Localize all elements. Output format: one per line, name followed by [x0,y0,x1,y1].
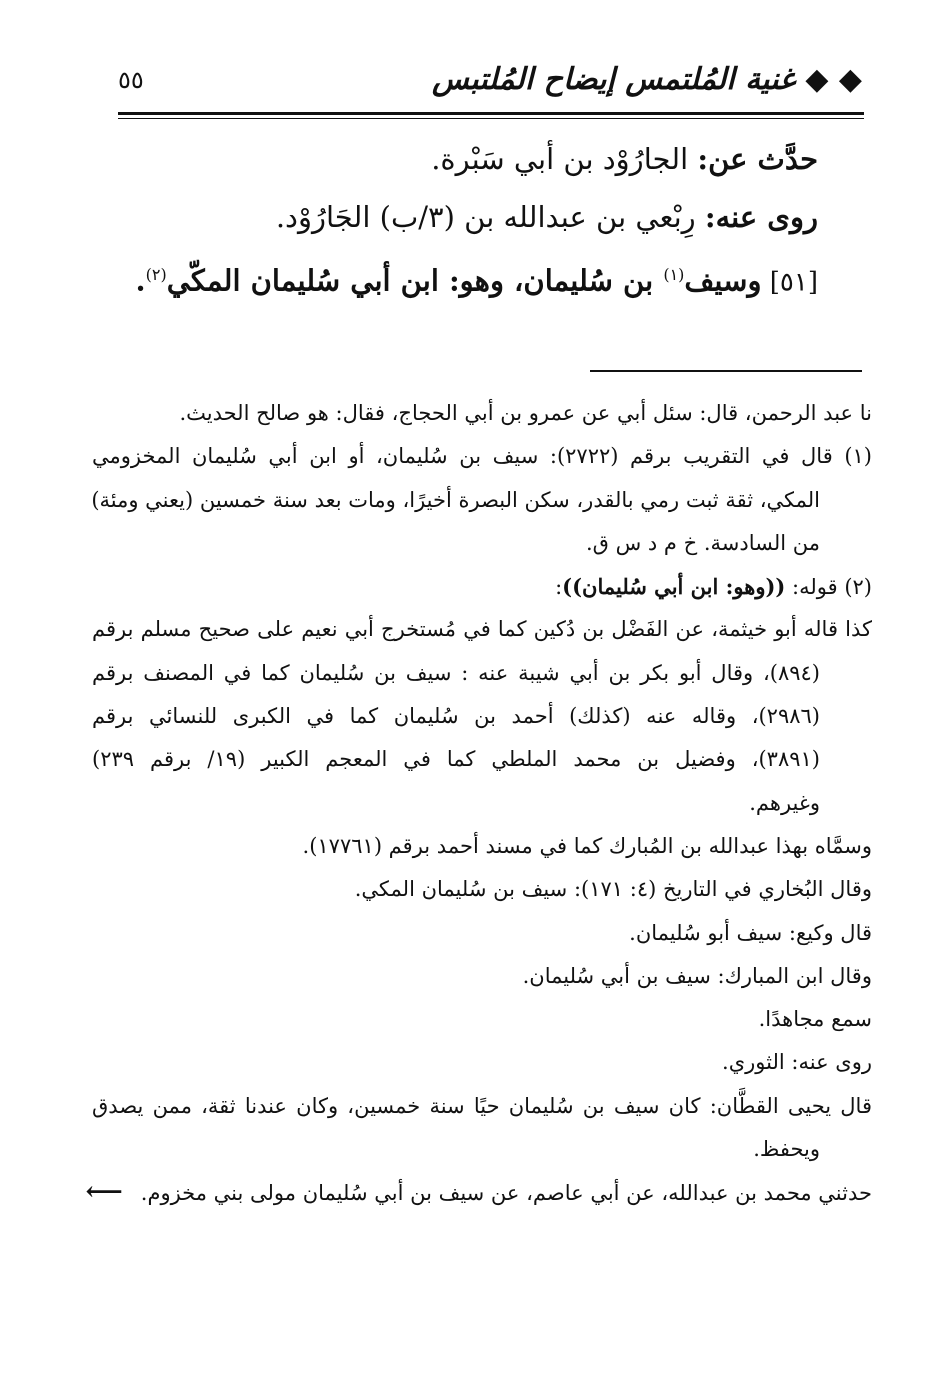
footnote-2-line: روى عنه: الثوري. [722,1050,872,1075]
footnote-2-line: وغيرهم. [749,790,820,815]
footnote-2-line: قال يحيى القطَّان: كان سيف بن سُليمان حيًا سنة خمسين، وكان عندنا ثقة، ممن يصدق [92,1093,872,1118]
footnote-line: نا عبد الرحمن، قال: سئل أبي عن عمرو بن أبي الحجاج، فقال: هو صالح الحديث. [179,401,872,425]
footnote-ref-1: (١) [663,265,685,284]
entry-number: [٥١] [761,267,818,298]
main-text [118,130,818,304]
entry-name: وسيف [684,263,762,298]
footnote-2-line: (٨٩٤)، وقال أبو بكر بن أبي شيبة عنه : سيف بن سُليمان كما في المصنف برقم [92,660,820,685]
page-header [118,62,862,108]
entry-heading [118,246,818,304]
footnote-2-line: قال وكيع: سيف أبو سُليمان. [629,920,872,945]
line-label: حدَّث عن: [697,142,818,176]
header-rule-thick [118,112,864,115]
line-text: رِبْعي بن عبدالله بن (٣/ب) الجَارُوْد. [275,200,705,234]
footnote-1: (١) قال في التقريب برقم (٢٧٢٢): سيف بن سُليمان، أو ابن أبي سُليمان المخزومي [92,444,872,469]
main-line-2 [118,188,818,246]
footnote-separator [590,370,862,372]
footnote-2-suffix: : [555,575,563,600]
continue-arrow-icon: ⟵ [85,1177,123,1208]
footnote-1-cont: من السادسة. خ م د س ق. [585,530,820,555]
footnotes [85,392,872,1215]
footnote-1-cont: المكي، ثقة ثبت رمي بالقدر، سكن البصرة أخيرًا، ومات بعد سنة خمسين (يعني ومئة) [91,487,820,512]
footnote-2-line: (٢٩٨٦)، وقاله عنه (كذلك) أحمد بن سُليمان كما في الكبرى للنسائي برقم [92,704,820,729]
entry-end: . [135,263,146,298]
footnote-ref-2: (٢) [145,265,167,284]
footnote-2-line: ويحفظ. [753,1137,820,1162]
footnote-2-quote: ((وهو: ابن أبي سُليمان)) [562,574,786,600]
page-number: ٥٥ [118,66,144,94]
footnote-2-line: (٣٨٩١)، وفضيل بن محمد الملطي كما في المعجم الكبير (١٩/ برقم ٢٣٩) [92,747,820,772]
footnote-2-line: كذا قاله أبو خيثمة، عن الفَضْل بن دُكين كما في مُستخرج أبي نعيم على صحيح مسلم برقم [92,617,872,642]
main-line-1 [118,130,818,188]
entry-name-rest: بن سُليمان، وهو: ابن أبي سُليمان المكّي [166,263,664,298]
footnote-2-prefix: (٢) قوله: [785,575,872,600]
footnote-2-line: وقال ابن المبارك: سيف بن أبي سُليمان. [522,963,872,988]
running-title: ◆ ◆ غنية المُلتمس إيضاح المُلتبس [432,62,862,97]
footnote-2-line: سمع مجاهدًا. [758,1007,872,1032]
line-label: روى عنه: [704,200,818,234]
footnote-2 [92,565,872,608]
footnote-2-line: وسمَّاه بهذا عبدالله بن المُبارك كما في مسند أحمد برقم (١٧٧٦١). [302,833,872,858]
footnote-2-text: حدثني محمد بن عبدالله، عن أبي عاصم، عن سيف بن أبي سُليمان مولى بني مخزوم. [140,1181,872,1206]
header-rule-thin [118,118,864,119]
line-text: الجارُوْد بن أبي سَبْرة. [431,142,698,176]
footnote-2-line: وقال البُخاري في التاريخ (٤: ١٧١): سيف بن سُليمان المكي. [354,877,872,902]
footnote-2-last-line [85,1171,872,1214]
